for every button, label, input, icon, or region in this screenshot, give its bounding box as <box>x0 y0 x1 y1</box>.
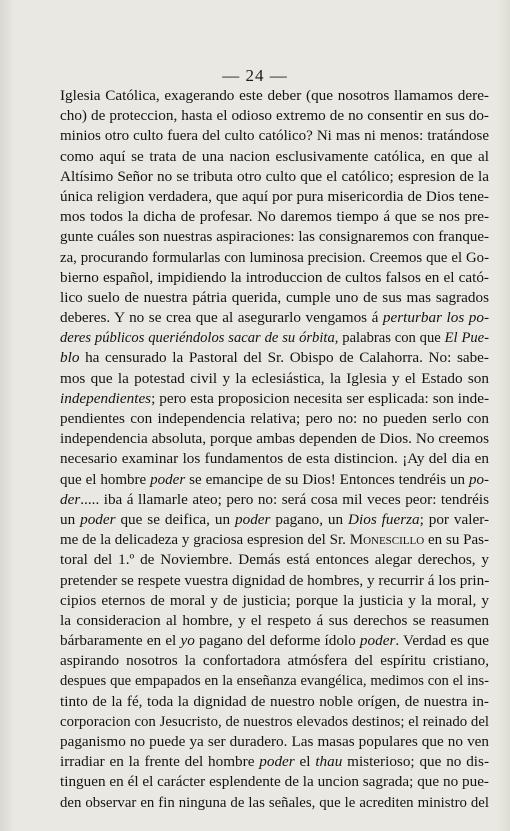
text-run: cho) de proteccion, hasta el odioso extremo de no consentir en sus do- <box>60 107 489 125</box>
italic-text: poder <box>259 753 295 771</box>
text-run: minios otro culto fuera del culto católico? Ni mas ni menos: tratándose <box>60 128 489 145</box>
text-run: cipios eternos de moral y de justicia; porque la justicia y la moral, y <box>60 591 489 609</box>
text-run: den observar en fin ninguna de las señales, que le acrediten ministro del <box>60 794 489 811</box>
text-line <box>60 510 489 530</box>
text-run: la consideracion al hombre, y el respeto á sus derechos se reasumen <box>60 611 489 629</box>
text-run: un <box>60 510 81 528</box>
text-line <box>60 490 489 510</box>
text-run: tinto de la fé, toda la dignidad de nuestro noble orígen, de nuestra in- <box>60 692 489 710</box>
text-run: pagano del deforme ídolo <box>194 632 360 650</box>
text-run: se emancipe de su Dios! Entonces tendréis un <box>185 471 469 488</box>
text-line <box>60 369 489 389</box>
italic-text: poder <box>235 510 271 528</box>
text-run: toral del 1.º de Noviembre. Demás está entonces alegar derechos, y <box>60 551 489 569</box>
italic-text: thau <box>315 753 343 771</box>
italic-text: der <box>60 490 81 508</box>
italic-text: deres públicos queriéndolos sacar de su órbita, <box>60 330 339 347</box>
text-run: me de la delicadeza y graciosa espresion del Sr. <box>60 532 350 549</box>
page-number: — 24 — <box>222 66 288 85</box>
text-run: despues que empapados en la enseñanza evangélica, medimos con el ins- <box>60 673 489 690</box>
text-line <box>60 248 489 268</box>
text-run: lico suelo de nuestra pátria querida, cumple uno de sus mas sagrados <box>60 288 489 306</box>
italic-text: independientes <box>60 389 152 407</box>
text-run: el <box>294 753 316 771</box>
text-line <box>60 712 489 732</box>
text-line <box>60 429 489 449</box>
text-run: aspirando nosotros la confortadora atmósfera del espíritu cristiano, <box>60 652 489 670</box>
text-run: que el hombre <box>60 471 151 488</box>
text-line <box>60 692 489 712</box>
text-run: tinguen en él el carácter esplendente de la uncion sagrada; que no pue- <box>60 773 489 791</box>
text-line <box>60 732 489 752</box>
text-line <box>60 571 489 591</box>
text-run: paganismo no puede ya ser duradero. Las masas populares que no ven <box>60 733 489 750</box>
text-line <box>60 308 489 328</box>
text-run: mos que la potestad civil y la eclesiástica, la Iglesia y el Estado son <box>60 369 489 387</box>
text-line <box>60 227 489 247</box>
text-line <box>60 470 489 490</box>
small-caps-text: Monescillo <box>349 532 425 549</box>
italic-text: poder <box>359 632 396 650</box>
text-run: necesario examinar los fundamentos de esta distincion. ¡Ay del dia en <box>60 450 489 468</box>
text-run: independencia absoluta, porque ambas dependen de Dios. No creemos <box>60 430 489 448</box>
text-run: irradiar en la frente del hombre <box>60 753 260 771</box>
text-line <box>60 530 489 550</box>
italic-text: yo <box>180 632 195 650</box>
text-line <box>60 106 489 126</box>
text-line <box>60 268 489 288</box>
text-run: que se deifica, un <box>115 510 235 528</box>
text-run: Altísimo Señor no se tributa otro culto que el católico; espresion de la <box>60 167 489 185</box>
text-line <box>60 591 489 611</box>
italic-text: El Pue- <box>444 330 489 347</box>
text-line <box>60 348 489 368</box>
text-run: única religion verdadera, que aquí por pura misericordia de Dios tene- <box>60 187 489 205</box>
text-run: . Verdad es que <box>395 632 489 650</box>
text-run: palabras con que <box>338 330 445 347</box>
text-run: gunte cuáles son nuestras aspiraciones: las consignaremos con franque- <box>60 229 489 246</box>
text-line <box>60 611 489 631</box>
text-run: deberes. Y no se crea que al asegurarlo vengamos á <box>60 309 383 327</box>
text-run: ha censurado la Pastoral del Sr. Obispo de Calahorra. No: sabe- <box>79 349 489 367</box>
italic-text: po- <box>469 471 489 488</box>
italic-text: Dios fuerza <box>348 510 420 528</box>
text-line <box>60 550 489 570</box>
text-line <box>60 651 489 671</box>
text-run: mos todos la dicha de profesar. No daremos tiempo á que se nos pre- <box>60 208 489 226</box>
text-line <box>60 167 489 187</box>
text-line <box>60 207 489 227</box>
text-run: bárbaramente en el <box>60 632 181 650</box>
body-text <box>60 86 489 813</box>
text-line <box>60 409 489 429</box>
text-line <box>60 288 489 308</box>
text-line <box>60 147 489 167</box>
text-run: pendientes con independencia relativa; pero no: no pueden serlo con <box>60 410 489 427</box>
text-run: Iglesia Católica, exagerando este deber (que nosotros llamamos dere- <box>60 87 489 104</box>
text-run: za, procurando formularlas con luminosa precision. Creemos que el Go- <box>60 249 489 266</box>
text-run: como aquí se trata de una nacion esclusivamente católica, en que al <box>60 147 489 165</box>
text-run: bierno español, impidiendo la introduccion de cultos falsos en el cató- <box>60 268 489 286</box>
text-line <box>60 187 489 207</box>
text-line <box>60 772 489 792</box>
italic-text: blo <box>60 349 80 367</box>
text-line <box>60 752 489 772</box>
text-run: corporacion con Jesucristo, de nuestros elevados destinos; el reinado del <box>60 713 489 730</box>
text-run: pagano, un <box>270 510 349 528</box>
text-line <box>60 631 489 651</box>
text-line <box>60 449 489 469</box>
text-run: ; pero esta proposicion necesita ser esplicada: son inde- <box>151 389 489 407</box>
text-run: ; por valer- <box>419 510 489 528</box>
text-line <box>60 389 489 409</box>
italic-text: perturbar los po- <box>382 309 489 327</box>
text-line <box>60 793 489 813</box>
italic-text: poder <box>150 471 186 488</box>
text-line <box>60 671 489 691</box>
text-run: ..... iba á llamarle ateo; pero no: será cosa mil veces peor: tendréis <box>80 490 489 508</box>
text-line <box>60 126 489 146</box>
text-run: en su Pas- <box>424 532 489 549</box>
text-line <box>60 328 489 348</box>
text-run: pretender se respete vuestra dignidad de hombres, y recurrir á los prin- <box>60 571 489 589</box>
text-run: misterioso; que no dis- <box>342 753 489 771</box>
italic-text: poder <box>80 510 116 528</box>
text-line <box>60 86 489 106</box>
